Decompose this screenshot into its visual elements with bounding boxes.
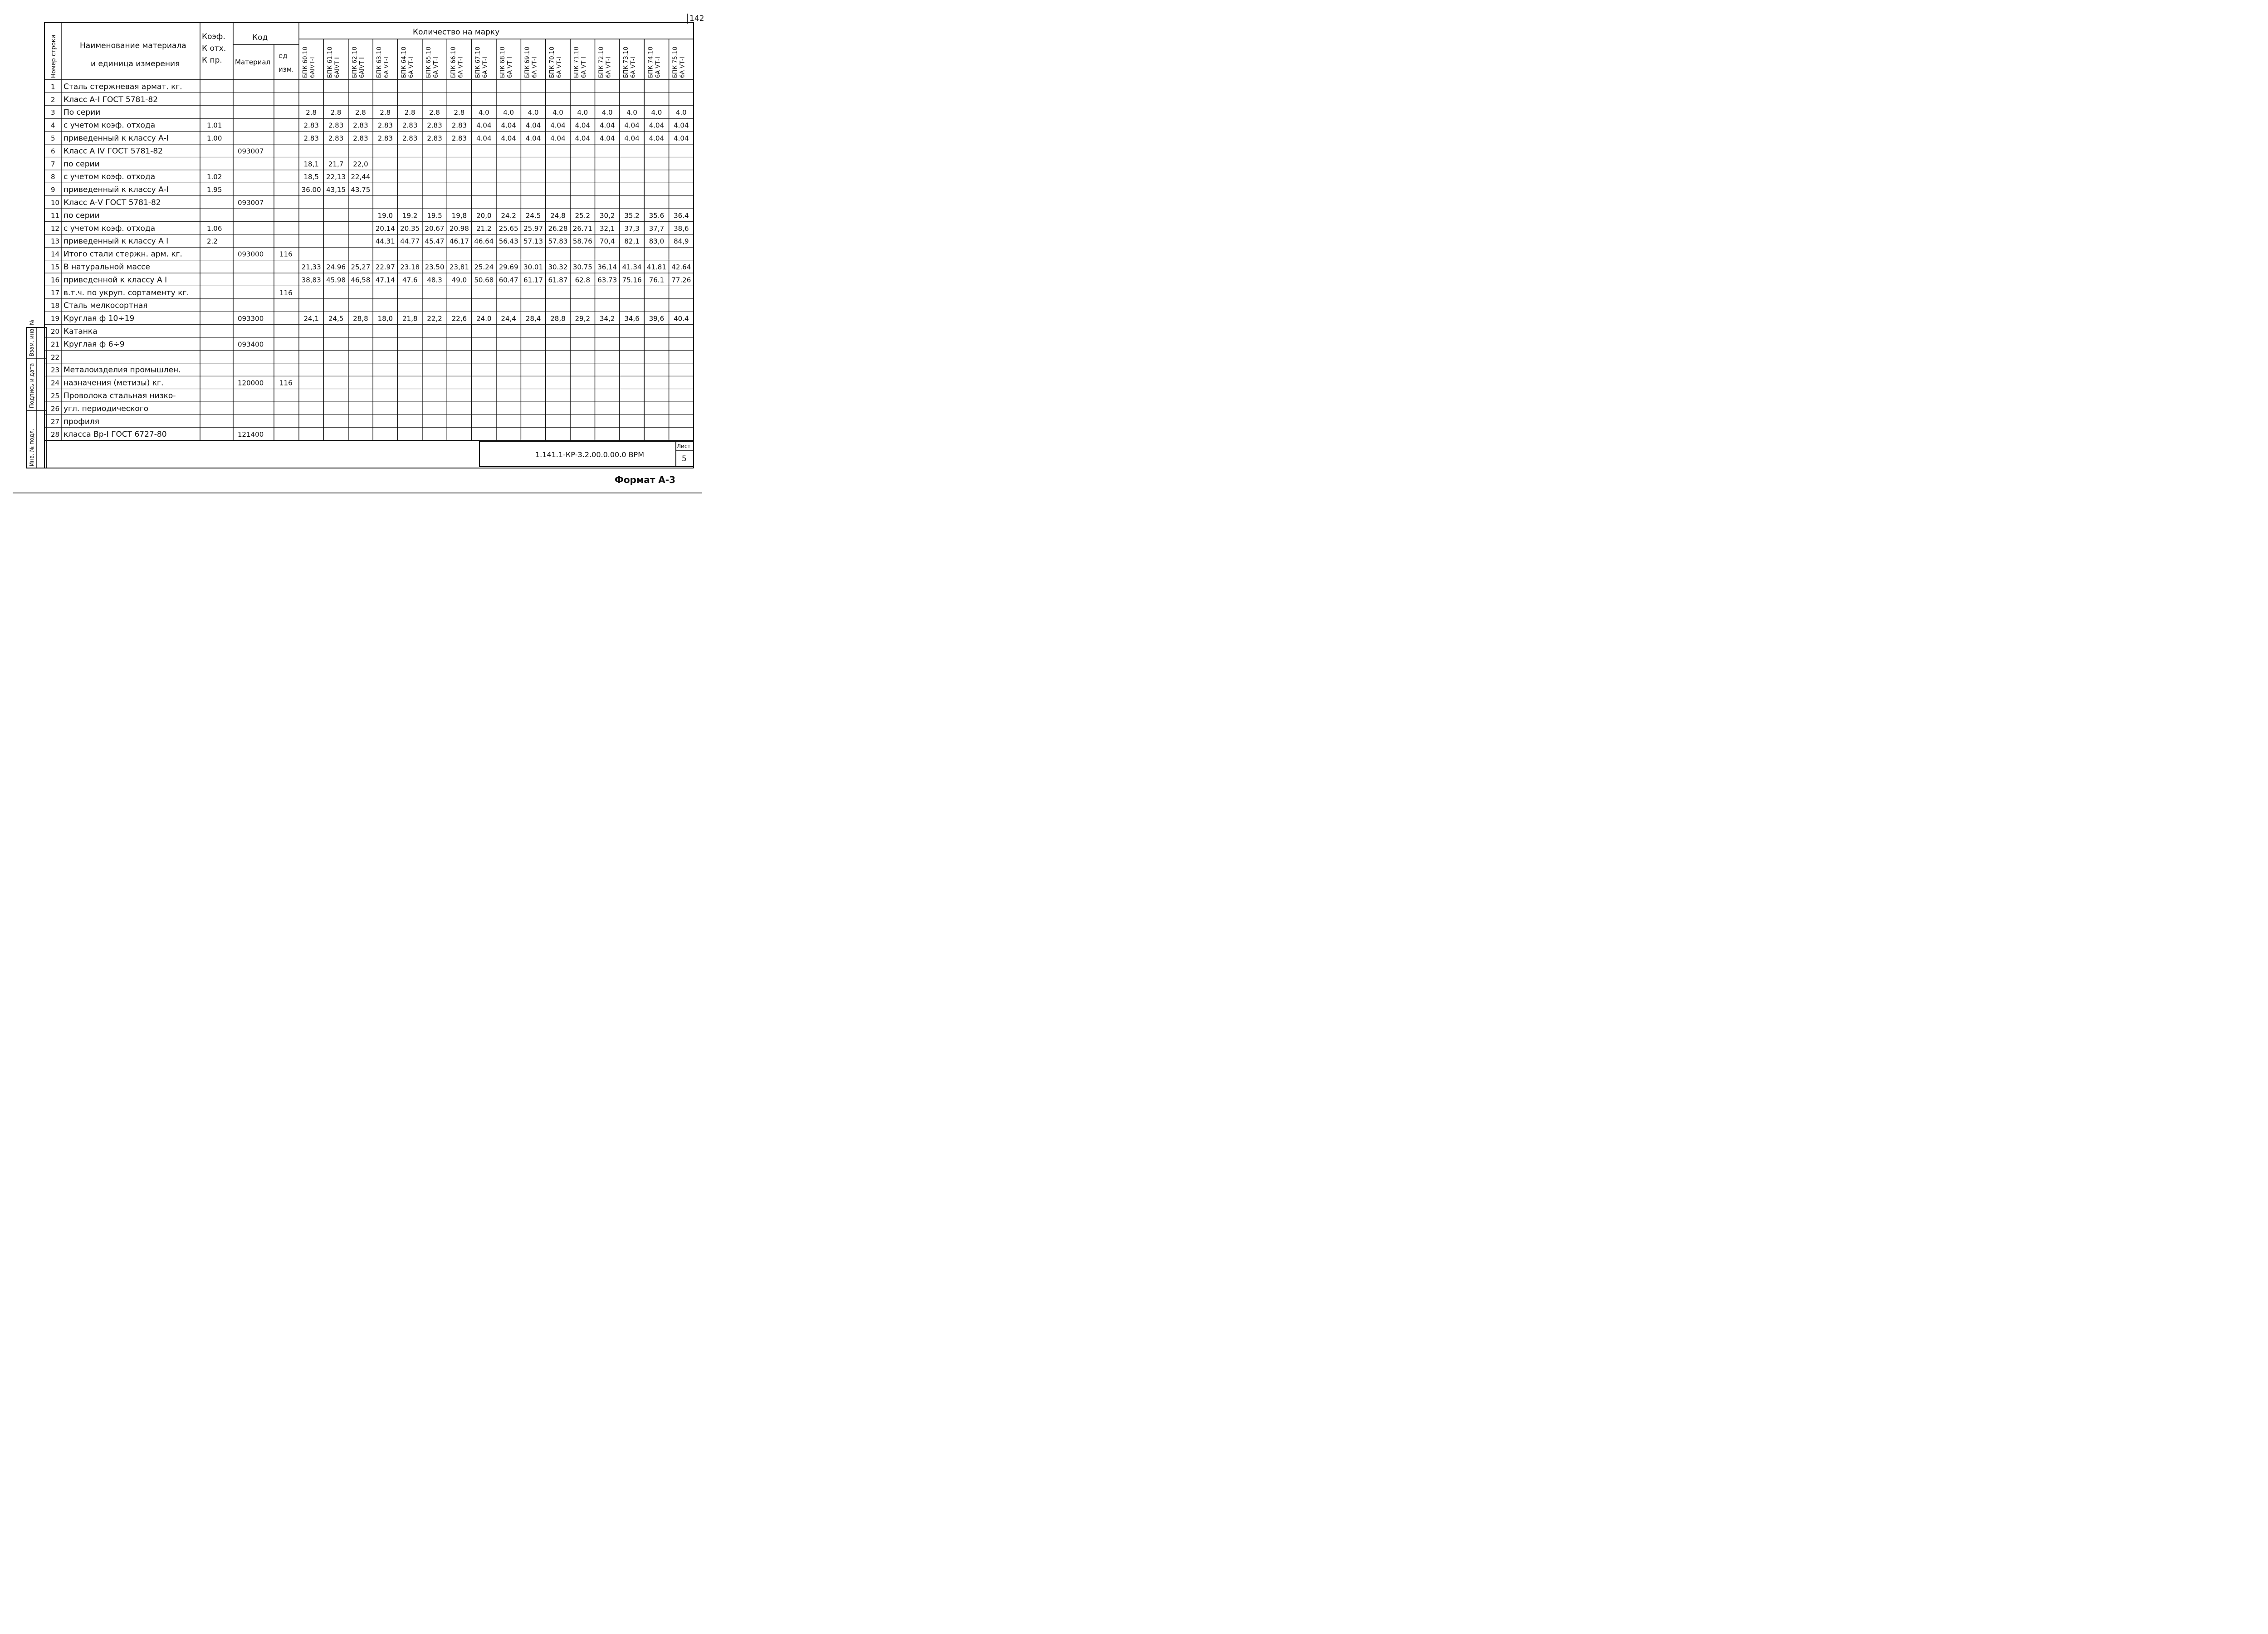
- row-number: 5: [51, 134, 55, 142]
- quantity-cell: 47.6: [402, 276, 418, 284]
- mark-class: 6А VТ-I: [507, 57, 513, 78]
- table-row: [51, 134, 689, 143]
- quantity-cell: 2.83: [402, 134, 418, 142]
- quantity-cell: 21,8: [402, 314, 418, 323]
- material-header: Материал: [235, 58, 271, 66]
- row-number: 10: [51, 199, 60, 207]
- quantity-cell: 19.5: [427, 211, 442, 220]
- quantity-cell: 22,6: [451, 314, 467, 323]
- quantity-cell: 2.83: [451, 121, 467, 130]
- quantity-cell: 4.04: [525, 121, 541, 130]
- row-number: 3: [51, 108, 55, 117]
- quantity-cell: 20.14: [375, 224, 395, 233]
- quantity-cell: 2.83: [377, 121, 393, 130]
- table-row: [51, 314, 689, 323]
- coefficient: 1.00: [207, 134, 222, 142]
- coef-header-line-1: Коэф.: [202, 32, 225, 41]
- quantity-cell: 82,1: [624, 237, 640, 246]
- quantity-cell: 46,58: [351, 276, 371, 284]
- quantity-cell: 22,44: [351, 173, 371, 181]
- mark-class: 6А VТ-I: [383, 57, 391, 78]
- mark-class: 6А VТ-I: [581, 57, 588, 78]
- table-row: [51, 417, 99, 426]
- row-number: 11: [51, 211, 60, 220]
- sheet-number: 142: [689, 14, 704, 23]
- quantity-cell: 4.04: [674, 134, 689, 142]
- quantity-cell: 37,3: [624, 224, 640, 233]
- quantity-cell: 46.64: [474, 237, 494, 246]
- quantity-cell: 4.04: [476, 134, 492, 142]
- unit-header-line-2: изм.: [279, 65, 294, 73]
- coef-header-line-3: К пр.: [202, 56, 222, 65]
- quantity-cell: 44.31: [375, 237, 395, 246]
- row-number: 4: [51, 121, 55, 130]
- coefficient: 1.95: [207, 185, 222, 194]
- quantity-cell: 60.47: [499, 276, 518, 284]
- table-row: [51, 82, 182, 91]
- table-row: [51, 211, 689, 220]
- quantity-cell: 41.34: [622, 263, 642, 271]
- table-row: [51, 340, 264, 349]
- mark-name: БПК 73.10: [622, 46, 630, 78]
- table-row: [51, 430, 264, 439]
- material-name: Круглая ф 6÷9: [64, 340, 125, 349]
- table-row: [51, 146, 264, 156]
- stamp-inventory-label: Инв. № подл.: [29, 429, 35, 466]
- material-name: с учетом коэф. отхода: [64, 224, 156, 233]
- quantity-cell: 76.1: [649, 276, 665, 284]
- row-number: 13: [51, 237, 60, 246]
- table-row: [51, 198, 264, 207]
- quantity-cell: 4.04: [476, 121, 492, 130]
- quantity-cell: 36,14: [597, 263, 617, 271]
- material-name: с учетом коэф. отхода: [64, 121, 156, 130]
- quantity-cell: 30,2: [599, 211, 615, 220]
- mark-name: БПК 66.10: [450, 46, 457, 78]
- unit-header-line-1: ед: [279, 52, 288, 60]
- row-number: 21: [51, 340, 60, 349]
- table-row: [51, 301, 148, 310]
- code-header: Код: [252, 33, 268, 42]
- mark-name: БПК 70.10: [548, 46, 556, 78]
- quantity-cell: 4.0: [651, 108, 662, 117]
- quantity-cell: 38,6: [674, 224, 689, 233]
- material-name: Сталь мелкосортная: [64, 301, 148, 311]
- quantity-cell: 61.87: [548, 276, 568, 284]
- quantity-cell: 24.96: [326, 263, 346, 271]
- quantity-cell: 18,0: [377, 314, 393, 323]
- quantity-cell: 4.04: [550, 121, 566, 130]
- quantity-cell: 28,8: [353, 314, 368, 323]
- quantity-cell: 70,4: [599, 237, 615, 246]
- mark-name: БПК 67.10: [474, 46, 482, 78]
- name-header-line2: и единица измерения: [91, 59, 180, 68]
- quantity-cell: 2.83: [303, 134, 319, 142]
- quantity-cell: 18,5: [303, 173, 319, 181]
- quantity-cell: 2.83: [427, 121, 442, 130]
- quantity-cell: 42.64: [671, 263, 691, 271]
- quantity-cell: 75.16: [622, 276, 642, 284]
- row-number: 24: [51, 379, 60, 387]
- mark-class: 6А VТ-I: [679, 57, 686, 78]
- side-stamp: [26, 320, 46, 468]
- material-name: В натуральной массе: [64, 263, 151, 272]
- material-name: приведенной к классу А I: [64, 275, 167, 285]
- quantity-cell: 2.83: [353, 134, 368, 142]
- mark-class: 6АIVТ I: [358, 57, 366, 78]
- quantity-cell: 4.04: [501, 121, 516, 130]
- material-name: Металоизделия промышлен.: [64, 366, 181, 375]
- quantity-cell: 25.97: [523, 224, 543, 233]
- mark-class: 6АIVТ I: [334, 57, 341, 78]
- quantity-cell: 4.0: [626, 108, 637, 117]
- stamp-signature-label: Подпись и дата: [29, 363, 35, 408]
- quantity-cell: 2.83: [451, 134, 467, 142]
- quantity-cell: 2.8: [306, 108, 317, 117]
- quantity-cell: 61.17: [523, 276, 543, 284]
- quantity-cell: 57.83: [548, 237, 568, 246]
- table-row: [51, 353, 59, 361]
- row-number: 6: [51, 147, 55, 156]
- quantity-cell: 2.83: [353, 121, 368, 130]
- quantity-cell: 38,83: [301, 276, 321, 284]
- mark-class: 6А VТ-I: [556, 57, 563, 78]
- quantity-cell: 20.35: [400, 224, 420, 233]
- mark-class: 6А VТ-I: [531, 57, 538, 78]
- material-code: 093007: [238, 147, 264, 156]
- quantity-cell: 2.83: [328, 121, 344, 130]
- quantity-cell: 43,15: [326, 185, 346, 194]
- mark-name: БПК 69.10: [524, 46, 531, 78]
- quantity-cell: 22.97: [375, 263, 395, 271]
- quantity-cell: 48.3: [427, 276, 442, 284]
- table-row: [51, 224, 689, 233]
- quantity-cell: 23,81: [449, 263, 469, 271]
- table-row: [51, 237, 689, 246]
- quantity-cell: 4.04: [599, 134, 615, 142]
- quantity-cell: 2.8: [404, 108, 415, 117]
- quantity-cell: 4.04: [550, 134, 566, 142]
- mark-class: 6А VТ-I: [630, 57, 637, 78]
- mark-name: БПК 71.10: [573, 46, 581, 78]
- quantity-cell: 28,4: [525, 314, 541, 323]
- drawing-sheet: [0, 0, 711, 504]
- quantity-cell: 84,9: [674, 237, 689, 246]
- row-number: 26: [51, 405, 60, 413]
- quantity-cell: 4.0: [552, 108, 563, 117]
- quantity-cell: 35.2: [624, 211, 640, 220]
- mark-class: 6А VТ-I: [457, 57, 464, 78]
- table-row: [51, 391, 176, 400]
- row-number: 25: [51, 392, 60, 400]
- quantity-cell: 29,2: [575, 314, 591, 323]
- table-row: [51, 404, 148, 413]
- quantity-cell: 77.26: [671, 276, 691, 284]
- quantity-cell: 46.17: [449, 237, 469, 246]
- quantity-cell: 22,2: [427, 314, 442, 323]
- material-name: Проволока стальная низко-: [64, 391, 176, 400]
- material-name: назначения (метизы) кг.: [64, 378, 164, 388]
- quantity-cell: 24,4: [501, 314, 516, 323]
- material-name: приведенный к классу А I: [64, 237, 169, 246]
- row-number: 1: [51, 83, 55, 91]
- table-row: [51, 172, 370, 181]
- quantity-cell: 41.81: [646, 263, 666, 271]
- mark-class: 6А VТ-I: [482, 57, 489, 78]
- mark-name: БПК 75.10: [672, 46, 679, 78]
- material-name: Катанка: [64, 327, 98, 336]
- quantity-cell: 4.04: [501, 134, 516, 142]
- material-name: по серии: [64, 159, 100, 169]
- quantity-cell: 2.8: [330, 108, 342, 117]
- quantity-cell: 4.0: [503, 108, 514, 117]
- quantity-cell: 23.50: [425, 263, 445, 271]
- quantity-cell: 30.32: [548, 263, 568, 271]
- row-number: 20: [51, 327, 60, 336]
- material-code: 093300: [238, 314, 264, 323]
- coefficient: 2.2: [207, 237, 218, 246]
- table-row: [51, 185, 370, 195]
- unit-code: 116: [279, 288, 293, 297]
- quantity-cell: 4.04: [674, 121, 689, 130]
- unit-code: 116: [279, 379, 293, 387]
- coefficient: 1.01: [207, 121, 222, 130]
- material-code: 121400: [238, 430, 264, 439]
- table-row: [51, 250, 293, 259]
- row-number: 15: [51, 263, 60, 271]
- quantity-cell: 26.28: [548, 224, 568, 233]
- quantity-cell: 4.04: [624, 121, 640, 130]
- row-number: 17: [51, 288, 60, 297]
- material-code: 120000: [238, 379, 264, 387]
- quantity-cell: 4.0: [478, 108, 489, 117]
- table-row: [51, 108, 687, 117]
- quantity-cell: 4.04: [649, 134, 665, 142]
- row-number: 14: [51, 250, 60, 259]
- material-name: Класс А IV ГОСТ 5781-82: [64, 146, 163, 156]
- quantity-cell: 4.04: [624, 134, 640, 142]
- quantity-cell: 35.6: [649, 211, 665, 220]
- table-row: [51, 366, 181, 375]
- quantity-cell: 2.8: [355, 108, 366, 117]
- row-number: 22: [51, 353, 60, 361]
- quantity-cell: 2.8: [380, 108, 391, 117]
- row-number: 2: [51, 95, 55, 104]
- quantity-cell: 4.0: [577, 108, 588, 117]
- unit-code: 116: [279, 250, 293, 259]
- table-row: [51, 121, 689, 130]
- row-number: 7: [51, 160, 55, 168]
- material-name: класса Вр-I ГОСТ 6727-80: [64, 430, 167, 439]
- quantity-cell: 2.83: [303, 121, 319, 130]
- document-designation: 1.141.1-КР-3.2.00.0.00.0 ВРМ: [535, 450, 645, 459]
- row-number: 9: [51, 185, 55, 194]
- quantity-cell: 21,33: [301, 263, 321, 271]
- quantity-cell: 28,8: [550, 314, 566, 323]
- quantity-cell: 40.4: [674, 314, 689, 323]
- quantity-cell: 43.75: [351, 185, 371, 194]
- material-name: приведенный к классу А-I: [64, 185, 169, 195]
- quantity-cell: 45.47: [425, 237, 445, 246]
- quantity-header: Количество на марку: [413, 28, 500, 37]
- quantity-cell: 58.76: [572, 237, 592, 246]
- quantity-cell: 24,1: [303, 314, 319, 323]
- quantity-cell: 19,8: [451, 211, 467, 220]
- quantity-cell: 30.75: [572, 263, 592, 271]
- material-name: Класс А-I ГОСТ 5781-82: [64, 95, 158, 104]
- material-name: приведенный к классу А-I: [64, 134, 169, 143]
- mark-name: БПК 61.10: [327, 46, 334, 78]
- quantity-cell: 22,13: [326, 173, 346, 181]
- mark-name: БПК 60.10: [302, 46, 309, 78]
- row-number: 16: [51, 276, 60, 284]
- mark-name: БПК 62.10: [351, 46, 358, 78]
- row-number-header: Номер строки: [50, 34, 57, 78]
- quantity-cell: 24,8: [550, 211, 566, 220]
- material-name: по серии: [64, 211, 100, 220]
- quantity-cell: 25,27: [351, 263, 371, 271]
- stamp-replacement-label: Взам. инв. №: [29, 319, 35, 356]
- mark-name: БПК 72.10: [598, 46, 605, 78]
- material-name: с учетом коэф. отхода: [64, 172, 156, 182]
- row-number: 12: [51, 224, 60, 233]
- coefficient: 1.06: [207, 224, 222, 233]
- quantity-cell: 18,1: [303, 160, 319, 168]
- quantity-cell: 56.43: [499, 237, 518, 246]
- quantity-cell: 2.83: [377, 134, 393, 142]
- mark-name: БПК 65.10: [425, 46, 432, 78]
- quantity-cell: 39,6: [649, 314, 665, 323]
- quantity-cell: 4.04: [599, 121, 615, 130]
- quantity-cell: 32,1: [599, 224, 615, 233]
- mark-name: БПК 63.10: [376, 46, 383, 78]
- mark-class: 6А VТ-I: [408, 57, 415, 78]
- sheet-value: 5: [682, 454, 687, 463]
- mark-name: БПК 74.10: [647, 46, 655, 78]
- quantity-cell: 36.4: [674, 211, 689, 220]
- material-name: Сталь стержневая армат. кг.: [64, 82, 182, 92]
- quantity-cell: 4.0: [601, 108, 613, 117]
- quantity-cell: 2.8: [429, 108, 440, 117]
- quantity-cell: 37,7: [649, 224, 665, 233]
- material-name: в.т.ч. по укруп. сортаменту кг.: [64, 288, 189, 298]
- quantity-cell: 26.71: [572, 224, 592, 233]
- quantity-cell: 44.77: [400, 237, 420, 246]
- row-number: 28: [51, 430, 60, 439]
- row-number: 18: [51, 302, 60, 310]
- quantity-cell: 29.69: [499, 263, 518, 271]
- quantity-cell: 4.04: [575, 121, 591, 130]
- quantity-cell: 23.18: [400, 263, 420, 271]
- table-row: [51, 288, 293, 298]
- material-name: угл. периодического: [64, 404, 149, 414]
- row-number: 19: [51, 314, 60, 323]
- quantity-cell: 20.98: [449, 224, 469, 233]
- quantity-cell: 21,7: [328, 160, 344, 168]
- mark-class: 6А VТ-I: [655, 57, 662, 78]
- quantity-cell: 24.0: [476, 314, 492, 323]
- table-row: [51, 160, 368, 169]
- quantity-cell: 63.73: [597, 276, 617, 284]
- quantity-cell: 45.98: [326, 276, 346, 284]
- quantity-cell: 25.2: [575, 211, 591, 220]
- quantity-cell: 4.04: [575, 134, 591, 142]
- mark-class: 6А VТ-I: [605, 57, 612, 78]
- sheet-label: Лист: [677, 443, 691, 449]
- quantity-cell: 4.0: [675, 108, 687, 117]
- quantity-cell: 24.2: [501, 211, 516, 220]
- mark-name: БПК 64.10: [401, 46, 408, 78]
- format-label: Формат А-3: [615, 474, 675, 485]
- quantity-cell: 2.8: [454, 108, 465, 117]
- mark-headers: [302, 47, 686, 78]
- quantity-cell: 2.83: [427, 134, 442, 142]
- row-number: 8: [51, 173, 55, 181]
- quantity-cell: 25.65: [499, 224, 518, 233]
- quantity-cell: 50.68: [474, 276, 494, 284]
- quantity-cell: 24.5: [525, 211, 541, 220]
- quantity-cell: 30.01: [523, 263, 543, 271]
- title-block: [479, 441, 694, 467]
- quantity-cell: 20,0: [476, 211, 492, 220]
- quantity-cell: 2.83: [402, 121, 418, 130]
- quantity-cell: 4.0: [528, 108, 539, 117]
- coefficient: 1.02: [207, 173, 222, 181]
- quantity-cell: 36.00: [301, 185, 321, 194]
- material-code: 093007: [238, 199, 264, 207]
- quantity-cell: 83,0: [649, 237, 665, 246]
- mark-name: БПК 68.10: [499, 46, 506, 78]
- material-name: Класс А-V ГОСТ 5781-82: [64, 198, 161, 207]
- quantity-cell: 25.24: [474, 263, 494, 271]
- material-code: 093000: [238, 250, 264, 259]
- quantity-cell: 4.04: [649, 121, 665, 130]
- mark-class: 6А VТ-I: [432, 57, 440, 78]
- table-row: [51, 379, 293, 388]
- material-name: Круглая ф 10÷19: [64, 314, 135, 323]
- material-name: По серии: [64, 108, 101, 117]
- quantity-cell: 49.0: [451, 276, 467, 284]
- quantity-cell: 34,2: [599, 314, 615, 323]
- quantity-cell: 20.67: [425, 224, 445, 233]
- quantity-cell: 24,5: [328, 314, 344, 323]
- quantity-cell: 22,0: [353, 160, 368, 168]
- quantity-cell: 34,6: [624, 314, 640, 323]
- coef-header-line-2: К отх.: [202, 44, 226, 53]
- row-number: 23: [51, 366, 60, 375]
- material-name: Итого стали стержн. арм. кг.: [64, 249, 182, 259]
- quantity-cell: 21.2: [476, 224, 492, 233]
- quantity-cell: 2.83: [328, 134, 344, 142]
- row-number: 27: [51, 417, 60, 426]
- table-row: [51, 95, 158, 104]
- quantity-cell: 19.2: [402, 211, 418, 220]
- quantity-cell: 19.0: [377, 211, 393, 220]
- quantity-cell: 4.04: [525, 134, 541, 142]
- mark-class: 6АIVТ-I: [309, 57, 316, 78]
- table-row: [51, 327, 98, 336]
- material-code: 093400: [238, 340, 264, 349]
- name-header-line1: Наименование материала: [80, 41, 186, 50]
- material-name: профиля: [64, 417, 99, 426]
- quantity-cell: 47.14: [375, 276, 395, 284]
- quantity-cell: 62.8: [575, 276, 591, 284]
- quantity-cell: 57.13: [523, 237, 543, 246]
